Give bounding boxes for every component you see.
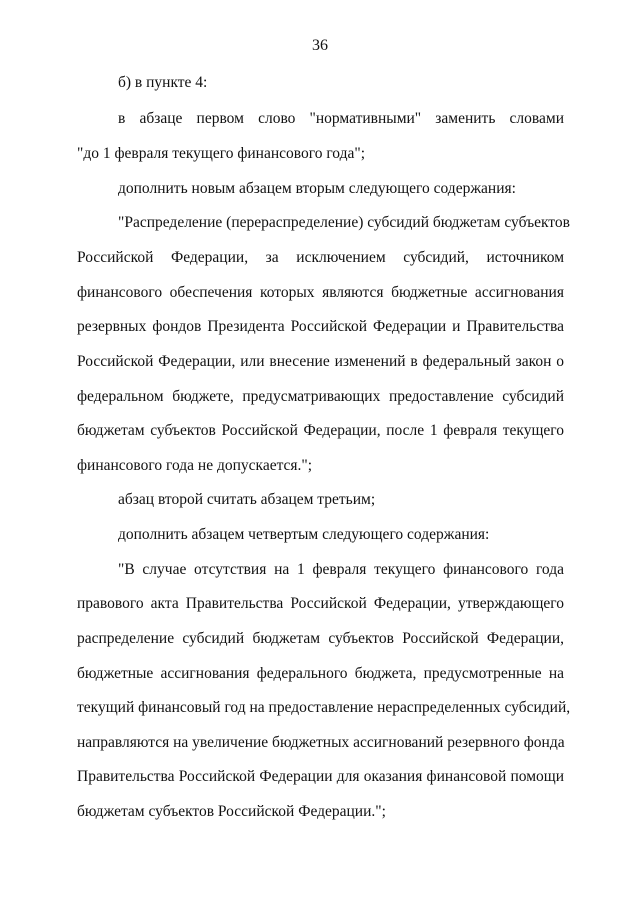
page-number: 36: [312, 37, 328, 54]
text-line: абзац второй считать абзацем третьим;: [118, 491, 376, 508]
text-line: Российской Федерации, за исключением субсидий, источником: [77, 249, 564, 266]
text-line: Правительства Российской Федерации для оказания финансовой помощи: [77, 768, 564, 785]
text-line: распределение субсидий бюджетам субъектов Российской Федерации,: [77, 630, 564, 647]
text-line: финансового года не допускается.";: [77, 457, 313, 474]
text-line: бюджетные ассигнования федерального бюджета, предусмотренные на: [77, 665, 564, 682]
text-line: дополнить новым абзацем вторым следующего содержания:: [118, 180, 516, 197]
text-line: направляются на увеличение бюджетных ассигнований резервного фонда: [77, 734, 565, 751]
text-line: бюджетам субъектов Российской Федерации.";: [77, 803, 386, 820]
text-line: "до 1 февраля текущего финансового года";: [77, 145, 366, 162]
text-line: "В случае отсутствия на 1 февраля текущего финансового года: [118, 561, 564, 578]
text-line: текущий финансовый год на предоставление нераспределенных субсидий,: [77, 699, 571, 716]
text-line: резервных фондов Президента Российской Федерации и Правительства: [77, 318, 564, 335]
text-line: финансового обеспечения которых являются бюджетные ассигнования: [77, 284, 564, 301]
text-line: б) в пункте 4:: [118, 74, 208, 91]
text-line: федеральном бюджете, предусматривающих предоставление субсидий: [77, 388, 564, 405]
text-line: бюджетам субъектов Российской Федерации, после 1 февраля текущего: [77, 422, 564, 439]
text-line: Российской Федерации, или внесение изменений в федеральный закон о: [77, 353, 564, 370]
text-line: "Распределение (перераспределение) субсидий бюджетам субъектов: [118, 214, 570, 231]
text-line: правового акта Правительства Российской Федерации, утверждающего: [77, 595, 564, 612]
text-line: дополнить абзацем четвертым следующего содержания:: [118, 526, 490, 543]
text-line: в абзаце первом слово "нормативными" заменить словами: [118, 110, 564, 127]
